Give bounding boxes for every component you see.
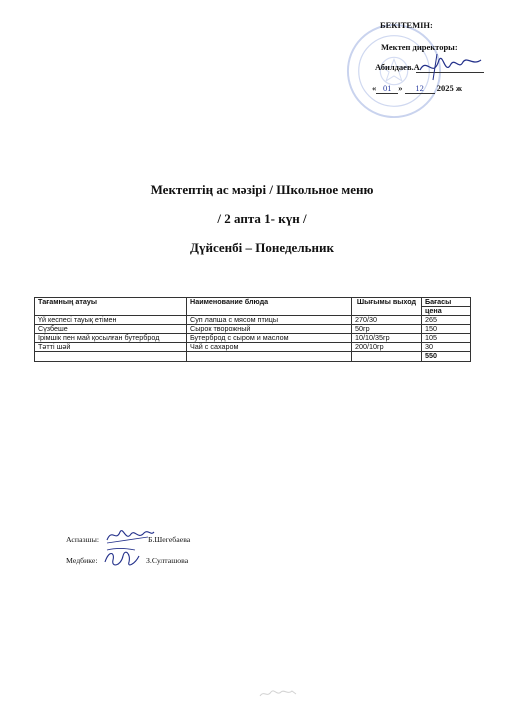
table-header-row (35, 298, 471, 307)
cell-name-kz: Үй кеспесі тауық етімен (35, 316, 187, 325)
col-header-output: Шығымы выход (352, 298, 422, 316)
menu-title: Мектептің ас мәзірі / Школьное меню (150, 182, 374, 197)
cell-name-ru: Суп лапша с мясом птицы (187, 316, 352, 325)
cell-price: 105 (422, 334, 471, 343)
pencil-mark-icon (258, 686, 298, 700)
cell-output: 200/10гр (352, 343, 422, 352)
nurse-label: Медбике: (66, 556, 98, 565)
col-header-name-ru: Наименование блюда (187, 298, 352, 316)
cook-label: Аспазшы: (66, 535, 100, 544)
cell-price: 150 (422, 325, 471, 334)
cell-price: 265 (422, 316, 471, 325)
nurse-name: З.Султашова (146, 556, 189, 565)
table-row (35, 316, 471, 325)
col-header-price: Бағасы (422, 298, 471, 307)
nurse-signature-icon (101, 544, 143, 570)
cell-name-kz: Тәтті шәй (35, 343, 187, 352)
cell-name-ru: Бутерброд с сыром и маслом (187, 334, 352, 343)
approval-title: БЕКІТЕМІН: (380, 20, 433, 30)
cell-name-kz: Ірімшік пен май қосылған бутерброд (35, 334, 187, 343)
cell-name-ru: Сырок творожный (187, 325, 352, 334)
cell-output: 50гр (352, 325, 422, 334)
director-signature-icon (415, 50, 485, 82)
cell-name-ru: Чай с сахаром (187, 343, 352, 352)
approval-name: Абилдаев.А (375, 62, 420, 72)
cell-price: 30 (422, 343, 471, 352)
table-total-row (35, 352, 471, 362)
menu-week: / 2 апта 1- күн / (217, 211, 307, 226)
table-row (35, 343, 471, 352)
menu-day: Дүйсенбі – Понедельник (190, 240, 334, 255)
col-header-name-kz: Тағамның атауы (35, 298, 187, 316)
cell-name-kz: Сүзбеше (35, 325, 187, 334)
approval-position: Мектеп директоры: (381, 42, 458, 52)
cell-output: 10/10/35гр (352, 334, 422, 343)
approval-date: « 01 » 12 2025 ж (372, 83, 463, 93)
table-row (35, 334, 471, 343)
menu-table (34, 297, 471, 362)
cell-total: 550 (422, 352, 471, 362)
col-header-price-sub: цена (422, 307, 471, 316)
cook-name: Б.Шегебаева (148, 535, 191, 544)
cell-output: 270/30 (352, 316, 422, 325)
